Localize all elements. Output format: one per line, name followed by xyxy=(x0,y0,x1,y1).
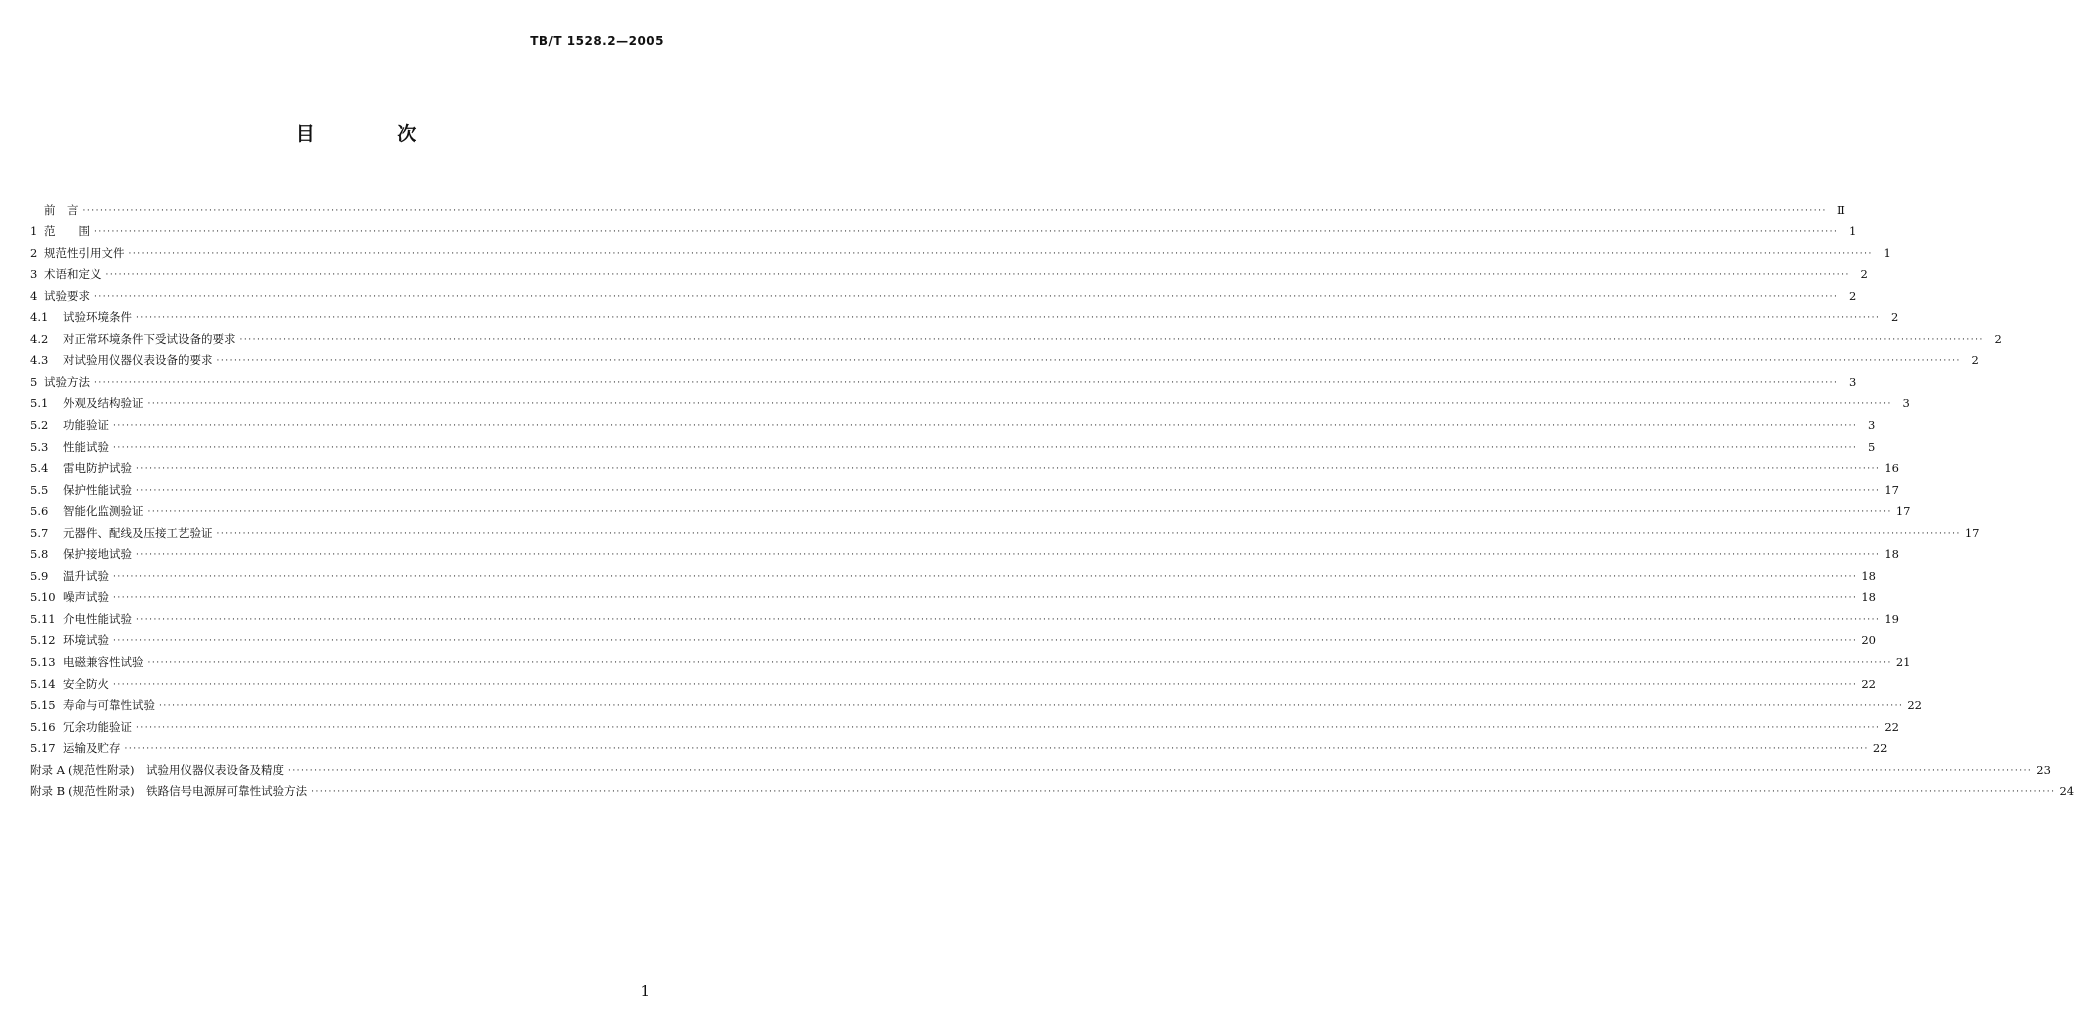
toc-entry-number: 5.15 xyxy=(30,698,56,713)
toc-entry-number: 3 xyxy=(30,267,38,282)
page-number: 1 xyxy=(640,982,650,1000)
toc-entry-page: 22 xyxy=(1872,741,1888,756)
table-of-contents xyxy=(30,195,2074,799)
toc-entry-page: 23 xyxy=(2036,762,2051,777)
toc-entry[interactable] xyxy=(30,561,1876,583)
toc-entry[interactable] xyxy=(30,755,2051,777)
toc-entry-title: 环境试验 xyxy=(63,633,109,648)
toc-entry-title: 前 言 xyxy=(44,202,79,217)
toc-entry[interactable] xyxy=(30,475,1899,497)
toc-leader-dots: ················································································································································································································································································································································································································ xyxy=(311,787,2056,798)
toc-entry-number: 5.6 xyxy=(30,504,49,519)
toc-entry-page: 3 xyxy=(1868,418,1876,433)
toc-entry-title: 噪声试验 xyxy=(63,590,109,605)
toc-entry-page: 20 xyxy=(1861,633,1876,648)
toc-entry-title: 雷电防护试验 xyxy=(63,461,132,476)
toc-entry-page: 1 xyxy=(1849,224,1857,239)
toc-entry-title: 冗余功能验证 xyxy=(63,719,132,734)
page-title: 目 次 xyxy=(295,123,455,145)
toc-leader-dots: ················································································································································································································································································································································································································ xyxy=(147,507,1892,518)
toc-entry[interactable] xyxy=(30,346,1979,368)
toc-entry-title: 外观及结构验证 xyxy=(63,396,144,411)
toc-entry-title: 运输及贮存 xyxy=(63,741,121,756)
toc-leader-dots: ················································································································································································································································································································································································································ xyxy=(216,356,1961,367)
toc-entry[interactable] xyxy=(30,238,1891,260)
toc-entry-page: 3 xyxy=(1902,396,1910,411)
toc-entry-number: 5.1 xyxy=(30,396,49,411)
toc-entry-page: 2 xyxy=(1860,267,1868,282)
toc-leader-dots: ················································································································································································································································································································································································································ xyxy=(147,658,1892,669)
toc-entry[interactable] xyxy=(30,432,1876,454)
toc-entry[interactable] xyxy=(30,324,2002,346)
toc-entry-page: 2 xyxy=(1891,310,1899,325)
toc-entry-title: 范 围 xyxy=(44,224,90,239)
toc-entry-number: 5.11 xyxy=(30,611,56,626)
toc-entry-title: 试验环境条件 xyxy=(63,310,132,325)
toc-entry-number: 5.7 xyxy=(30,525,49,540)
toc-entry-title: 介电性能试验 xyxy=(63,611,132,626)
toc-entry-page: 22 xyxy=(1884,719,1899,734)
toc-entry-number: 5.17 xyxy=(30,741,56,756)
toc-entry-title: 元器件、配线及压接工艺验证 xyxy=(63,525,213,540)
toc-entry[interactable] xyxy=(30,540,1899,562)
toc-entry[interactable] xyxy=(30,367,1857,389)
toc-entry-number: 4.3 xyxy=(30,353,49,368)
toc-entry-title: 术语和定义 xyxy=(44,267,102,282)
toc-entry[interactable] xyxy=(30,647,1911,670)
toc-entry-title: 功能验证 xyxy=(63,418,109,433)
toc-entry-page: 3 xyxy=(1849,374,1857,389)
toc-entry-page: 18 xyxy=(1861,590,1876,605)
toc-entry[interactable] xyxy=(30,389,1910,411)
toc-entry-number: 5.8 xyxy=(30,547,49,562)
toc-entry[interactable] xyxy=(30,497,1911,519)
toc-leader-dots: ················································································································································································································································································································································································································ xyxy=(216,528,1961,539)
toc-entry-number: 附录 A xyxy=(30,762,65,777)
toc-leader-dots: ················································································································································································································································································································································································································ xyxy=(136,464,1881,475)
toc-entry-number: 5.12 xyxy=(30,633,56,648)
toc-entry-page: 22 xyxy=(1907,698,1922,713)
toc-entry[interactable] xyxy=(30,217,1857,239)
toc-leader-dots: ················································································································································································································································································································································································································ xyxy=(159,701,1904,712)
toc-entry-title: 智能化监测验证 xyxy=(63,504,144,519)
toc-entry-title: 试验要求 xyxy=(44,288,90,303)
toc-entry[interactable] xyxy=(30,303,1899,325)
toc-leader-dots: ················································································································································································································································································································································································································ xyxy=(287,765,2033,776)
toc-entry-number: 5 xyxy=(30,374,38,389)
toc-entry-title: 规范性引用文件 xyxy=(44,245,125,260)
toc-leader-dots: ················································································································································································································································································································································································································ xyxy=(113,442,1858,453)
toc-entry[interactable] xyxy=(30,195,1845,217)
toc-entry-title: (规范性附录) 试验用仪器仪表设备及精度 xyxy=(67,762,284,777)
toc-entry-number: 附录 B xyxy=(30,784,66,799)
toc-entry[interactable] xyxy=(30,281,1857,303)
toc-leader-dots: ················································································································································································································································································································································································································ xyxy=(113,421,1858,432)
toc-entry[interactable] xyxy=(30,712,1899,734)
toc-entry-page: 1 xyxy=(1883,245,1891,260)
toc-leader-dots: ················································································································································································································································································································································································································ xyxy=(113,593,1858,604)
toc-leader-dots: ················································································································································································································································································································································································································ xyxy=(94,227,1839,238)
toc-entry[interactable] xyxy=(30,604,1899,626)
toc-entry[interactable] xyxy=(30,518,1980,540)
toc-entry[interactable] xyxy=(30,454,1899,476)
toc-entry-page: 19 xyxy=(1884,611,1899,626)
toc-leader-dots: ················································································································································································································································································································································································································ xyxy=(128,248,1873,259)
toc-entry-title: 寿命与可靠性试验 xyxy=(63,698,155,713)
toc-entry-number: 5.14 xyxy=(30,676,56,691)
toc-leader-dots: ················································································································································································································································································································································································································ xyxy=(136,550,1881,561)
toc-leader-dots: ················································································································································································································································································································································································································ xyxy=(105,270,1850,281)
toc-leader-dots: ················································································································································································································································································································································································································ xyxy=(147,399,1892,410)
toc-entry-number: 5.10 xyxy=(30,590,56,605)
toc-entry[interactable] xyxy=(30,583,1876,605)
toc-entry-title: 保护性能试验 xyxy=(63,482,132,497)
toc-entry-title: 对试验用仪器仪表设备的要求 xyxy=(63,353,213,368)
toc-entry[interactable] xyxy=(30,691,1922,713)
toc-entry-page: 17 xyxy=(1884,482,1899,497)
toc-entry-number: 5.13 xyxy=(30,655,56,670)
toc-entry-number: 5.2 xyxy=(30,418,49,433)
toc-entry-number: 5.4 xyxy=(30,461,49,476)
toc-entry-number: 5.5 xyxy=(30,482,49,497)
toc-entry[interactable] xyxy=(30,777,2074,799)
toc-entry-title: 安全防火 xyxy=(63,676,109,691)
toc-leader-dots: ················································································································································································································································································································································································································ xyxy=(113,636,1858,647)
toc-entry-page: 18 xyxy=(1861,568,1876,583)
toc-entry-title: 性能试验 xyxy=(63,439,109,454)
toc-entry-page: 16 xyxy=(1884,461,1899,476)
toc-entry-number: 5.16 xyxy=(30,719,56,734)
toc-entry-page: 2 xyxy=(1971,353,1979,368)
toc-entry-number: 4.2 xyxy=(30,331,49,346)
toc-entry-page: 17 xyxy=(1964,525,1980,540)
toc-entry[interactable] xyxy=(30,410,1876,433)
toc-entry[interactable] xyxy=(30,734,1888,756)
toc-entry-page: 5 xyxy=(1868,439,1876,454)
toc-entry-page: 24 xyxy=(2059,784,2074,799)
toc-entry-page: 17 xyxy=(1895,504,1911,519)
toc-entry-number: 2 xyxy=(30,245,38,260)
toc-entry-page: Ⅱ xyxy=(1837,202,1845,217)
toc-leader-dots: ················································································································································································································································································································································································································ xyxy=(94,291,1839,302)
toc-entry-page: 18 xyxy=(1884,547,1899,562)
toc-entry-number: 5.9 xyxy=(30,568,49,583)
toc-entry-title: 对正常环境条件下受试设备的要求 xyxy=(63,331,236,346)
toc-leader-dots: ················································································································································································································································································································································································································ xyxy=(124,744,1869,755)
standard-code: TB/T 1528.2—2005 xyxy=(530,34,664,48)
toc-leader-dots: ················································································································································································································································································································································································································ xyxy=(136,485,1881,496)
toc-entry-title: 试验方法 xyxy=(44,374,90,389)
toc-entry-page: 2 xyxy=(1849,288,1857,303)
toc-entry-number: 4.1 xyxy=(30,310,49,325)
toc-leader-dots: ················································································································································································································································································································································································································ xyxy=(82,205,1827,216)
toc-entry[interactable] xyxy=(30,260,1868,282)
toc-leader-dots: ················································································································································································································································································································································································································ xyxy=(136,313,1881,324)
toc-entry-page: 2 xyxy=(1994,331,2002,346)
toc-entry-number: 5.3 xyxy=(30,439,49,454)
toc-entry[interactable] xyxy=(30,626,1876,648)
toc-entry-title: 保护接地试验 xyxy=(63,547,132,562)
toc-leader-dots: ················································································································································································································································································································································································································ xyxy=(136,722,1881,733)
toc-entry-title: 电磁兼容性试验 xyxy=(63,655,144,670)
toc-entry-number: 1 xyxy=(30,224,38,239)
toc-entry-title: (规范性附录) 铁路信号电源屏可靠性试验方法 xyxy=(68,784,308,799)
toc-entry-page: 22 xyxy=(1861,676,1876,691)
toc-entry-title: 温升试验 xyxy=(63,568,109,583)
toc-leader-dots: ················································································································································································································································································································································································································ xyxy=(94,377,1839,388)
toc-entry[interactable] xyxy=(30,669,1876,691)
toc-leader-dots: ················································································································································································································································································································································································································ xyxy=(113,679,1858,690)
toc-leader-dots: ················································································································································································································································································································································································································ xyxy=(136,614,1881,625)
toc-entry-number: 4 xyxy=(30,288,38,303)
toc-leader-dots: ················································································································································································································································································································································································································ xyxy=(239,334,1984,345)
toc-leader-dots: ················································································································································································································································································································································································································ xyxy=(113,571,1858,582)
toc-entry-page: 21 xyxy=(1895,655,1911,670)
